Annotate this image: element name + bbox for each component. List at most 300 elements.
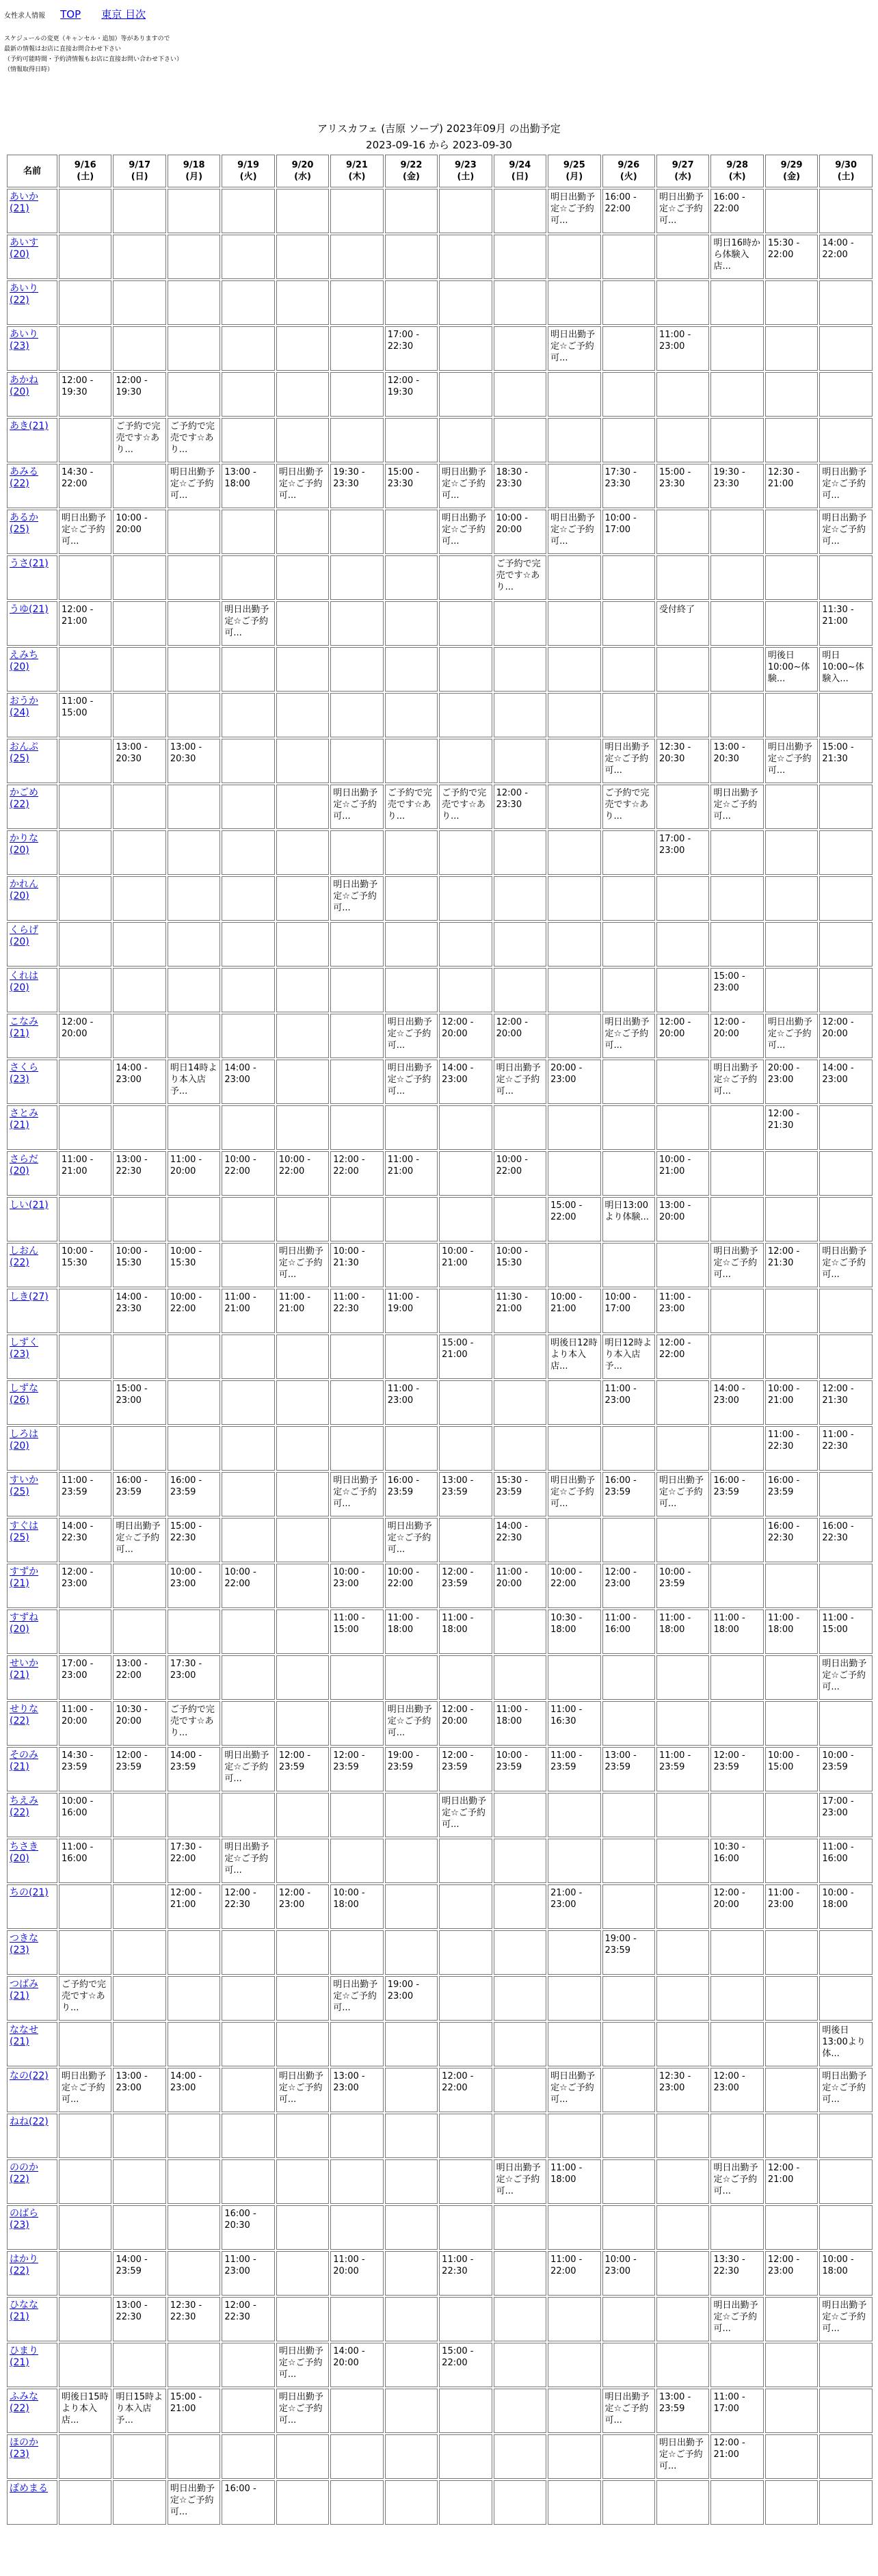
schedule-cell: [222, 693, 274, 737]
girl-name-link[interactable]: うさ(21): [10, 558, 49, 569]
schedule-cell: [168, 1930, 220, 1975]
schedule-cell: [330, 739, 383, 783]
schedule-cell: 16:00 - 23:59: [385, 1472, 438, 1516]
schedule-cell: 17:30 - 23:00: [168, 1655, 220, 1700]
girl-name-cell: [7, 2297, 57, 2341]
girl-name-link[interactable]: くれは(20): [10, 971, 38, 993]
girl-name-cell: [7, 464, 57, 508]
girl-name-link[interactable]: くらげ(20): [10, 925, 38, 947]
girl-name-link[interactable]: しろは(20): [10, 1429, 38, 1451]
schedule-cell: [494, 189, 546, 233]
girl-name-cell: [7, 647, 57, 692]
schedule-cell: 11:00 - 15:00: [330, 1609, 383, 1654]
schedule-cell: [656, 372, 709, 417]
girl-name-cell: [7, 1472, 57, 1516]
schedule-cell: [385, 739, 438, 783]
girl-name-link[interactable]: ののか(22): [10, 2162, 38, 2185]
girl-name-link[interactable]: ちさき(20): [10, 1841, 38, 1864]
schedule-cell: [330, 968, 383, 1012]
schedule-cell: 10:00 - 22:00: [385, 1564, 438, 1608]
schedule-cell: [222, 1243, 274, 1287]
girl-name-link[interactable]: ひなな(21): [10, 2300, 38, 2322]
schedule-cell: [656, 968, 709, 1012]
schedule-cell: 12:00 - 21:00: [710, 2434, 763, 2479]
schedule-cell: [385, 2434, 438, 2479]
schedule-row: [7, 1930, 873, 1975]
schedule-cell: [819, 785, 873, 829]
schedule-cell: [168, 326, 220, 371]
schedule-cell: 19:00 - 23:00: [385, 1976, 438, 2021]
schedule-cell: [113, 1564, 165, 1608]
schedule-row: [7, 1060, 873, 1104]
schedule-cell: 受付終了: [656, 601, 709, 646]
schedule-row: [7, 326, 873, 371]
schedule-cell: [385, 1335, 438, 1379]
schedule-cell: [439, 876, 492, 921]
schedule-cell: [385, 968, 438, 1012]
schedule-cell: 16:00 - 20:30: [222, 2205, 274, 2250]
girl-name-link[interactable]: さとみ(21): [10, 1108, 38, 1131]
schedule-cell: [222, 2343, 274, 2387]
schedule-row: [7, 2480, 873, 2525]
girl-name-link[interactable]: えみち(20): [10, 650, 38, 672]
schedule-cell: [276, 326, 329, 371]
schedule-row: [7, 555, 873, 600]
schedule-cell: 12:00 - 23:59: [330, 1747, 383, 1791]
schedule-cell: [59, 2159, 111, 2204]
girl-name-link[interactable]: かごめ(22): [10, 787, 38, 810]
girl-name-cell: [7, 1518, 57, 1562]
schedule-cell: [656, 693, 709, 737]
schedule-cell: [168, 2159, 220, 2204]
schedule-row: [7, 1564, 873, 1608]
schedule-cell: [494, 968, 546, 1012]
schedule-cell: 11:00 - 23:59: [59, 1472, 111, 1516]
schedule-cell: [330, 2159, 383, 2204]
schedule-row: [7, 1380, 873, 1425]
schedule-cell: [494, 418, 546, 462]
header-weekday: (火): [620, 172, 637, 182]
notice-line: （情報取得日時）: [4, 66, 54, 73]
schedule-cell: [494, 2480, 546, 2525]
girl-name-link[interactable]: なの(22): [10, 2071, 49, 2081]
schedule-cell: [385, 601, 438, 646]
girl-name-link[interactable]: せいか(21): [10, 1658, 38, 1681]
schedule-cell: 12:00 - 23:30: [494, 785, 546, 829]
schedule-cell: [819, 968, 873, 1012]
schedule-cell: [548, 693, 600, 737]
schedule-title-block: [0, 120, 878, 153]
schedule-cell: [656, 1839, 709, 1883]
schedule-cell: [494, 2434, 546, 2479]
girl-name-cell: [7, 510, 57, 554]
schedule-cell: 明日出勤予定☆ご予約可...: [385, 1518, 438, 1562]
schedule-cell: [385, 2205, 438, 2250]
schedule-cell: [59, 2114, 111, 2158]
schedule-cell: 11:00 - 16:00: [819, 1839, 873, 1883]
schedule-cell: [276, 922, 329, 967]
schedule-cell: [819, 326, 873, 371]
girl-name-link[interactable]: すいか(25): [10, 1475, 38, 1497]
schedule-cell: 11:00 - 21:00: [385, 1151, 438, 1196]
schedule-cell: 10:00 - 23:00: [330, 1564, 383, 1608]
girl-name-link[interactable]: おんぷ(25): [10, 741, 38, 764]
girl-name-link[interactable]: ぽめまる: [10, 2483, 48, 2494]
girl-name-link[interactable]: しおん(22): [10, 1246, 38, 1268]
schedule-cell: [439, 1426, 492, 1471]
schedule-cell: [656, 235, 709, 279]
girl-name-link[interactable]: すぐは(25): [10, 1521, 38, 1543]
girl-name-link[interactable]: あるか(25): [10, 512, 38, 535]
schedule-cell: [710, 1793, 763, 1837]
schedule-cell: [385, 2114, 438, 2158]
header-day: [710, 155, 763, 187]
schedule-cell: [765, 2343, 818, 2387]
schedule-cell: [765, 418, 818, 462]
schedule-cell: [439, 1151, 492, 1196]
schedule-cell: [222, 1518, 274, 1562]
girl-name-link[interactable]: ふみな(22): [10, 2391, 38, 2414]
girl-name-link[interactable]: ちの(21): [10, 1887, 49, 1898]
schedule-cell: [494, 1609, 546, 1654]
schedule-cell: [113, 1014, 165, 1058]
schedule-cell: [168, 1197, 220, 1241]
schedule-row: [7, 1151, 873, 1196]
girl-name-link[interactable]: はかり(22): [10, 2254, 38, 2276]
girl-name-link[interactable]: しずく(23): [10, 1337, 38, 1360]
schedule-cell: 15:00 - 21:00: [168, 2389, 220, 2433]
schedule-cell: [113, 1197, 165, 1241]
girl-name-link[interactable]: あいり(22): [10, 283, 38, 306]
schedule-cell: [113, 876, 165, 921]
header-date: 9/23: [454, 160, 477, 170]
header-weekday: (金): [403, 172, 420, 182]
schedule-cell: [439, 1976, 492, 2021]
schedule-cell: [330, 647, 383, 692]
schedule-cell: 16:00 - 22:00: [710, 189, 763, 233]
schedule-cell: 明日16時から体験入店...: [710, 235, 763, 279]
header-weekday: (日): [511, 172, 529, 182]
girl-name-link[interactable]: こなみ(21): [10, 1016, 38, 1039]
schedule-cell: [765, 1701, 818, 1746]
girl-name-link[interactable]: あき(21): [10, 421, 49, 432]
schedule-cell: 13:00 - 20:00: [656, 1197, 709, 1241]
girl-name-link[interactable]: つきな(23): [10, 1933, 38, 1956]
schedule-cell: 10:00 - 21:00: [765, 1380, 818, 1425]
girl-name-cell: [7, 2389, 57, 2433]
schedule-cell: 10:00 - 15:30: [494, 1243, 546, 1287]
schedule-cell: [385, 510, 438, 554]
schedule-cell: [59, 1197, 111, 1241]
girl-name-cell: [7, 2251, 57, 2296]
schedule-row: [7, 2343, 873, 2387]
schedule-cell: 17:00 - 22:30: [385, 326, 438, 371]
schedule-cell: 11:00 - 18:00: [548, 2159, 600, 2204]
schedule-cell: [222, 2159, 274, 2204]
schedule-cell: [602, 1243, 655, 1287]
schedule-cell: [168, 1426, 220, 1471]
schedule-cell: [276, 1426, 329, 1471]
schedule-cell: 11:00 - 20:00: [330, 2251, 383, 2296]
schedule-cell: 14:00 - 22:30: [59, 1518, 111, 1562]
schedule-cell: 12:00 - 23:00: [765, 2251, 818, 2296]
header-day: [819, 155, 873, 187]
schedule-cell: [330, 2205, 383, 2250]
schedule-cell: [276, 1655, 329, 1700]
schedule-cell: 12:00 - 20:00: [710, 1014, 763, 1058]
schedule-cell: [710, 418, 763, 462]
girl-name-link[interactable]: おうか(24): [10, 696, 38, 718]
schedule-cell: 12:30 - 22:30: [168, 2297, 220, 2341]
schedule-cell: [59, 2343, 111, 2387]
schedule-cell: 明日出勤予定☆ご予約可...: [656, 189, 709, 233]
schedule-cell: 14:00 - 23:00: [439, 1060, 492, 1104]
schedule-cell: 12:00 - 20:00: [710, 1884, 763, 1929]
schedule-cell: [168, 372, 220, 417]
schedule-cell: [819, 418, 873, 462]
schedule-table-container: [5, 153, 874, 2526]
schedule-cell: [168, 2251, 220, 2296]
schedule-cell: [385, 647, 438, 692]
schedule-cell: [385, 2343, 438, 2387]
schedule-cell: 11:00 - 23:00: [656, 326, 709, 371]
schedule-cell: [330, 2022, 383, 2066]
schedule-cell: [494, 830, 546, 875]
schedule-cell: [710, 1105, 763, 1150]
schedule-cell: [439, 647, 492, 692]
schedule-cell: [765, 1655, 818, 1700]
schedule-cell: [276, 1793, 329, 1837]
schedule-cell: 明日出勤予定☆ご予約可...: [819, 1655, 873, 1700]
schedule-cell: 明日出勤予定☆ご予約可...: [819, 2297, 873, 2341]
schedule-cell: [819, 555, 873, 600]
schedule-cell: [819, 2434, 873, 2479]
girl-name-cell: [7, 1839, 57, 1883]
schedule-cell: [710, 1930, 763, 1975]
schedule-cell: [765, 189, 818, 233]
schedule-cell: [385, 235, 438, 279]
schedule-cell: [59, 1105, 111, 1150]
girl-name-link[interactable]: すずね(20): [10, 1612, 39, 1635]
girl-name-cell: [7, 2434, 57, 2479]
schedule-cell: [330, 2389, 383, 2433]
schedule-cell: [330, 1518, 383, 1562]
girl-name-link[interactable]: せりな(22): [10, 1704, 38, 1726]
girl-name-link[interactable]: かれん(20): [10, 879, 38, 902]
header-day: [548, 155, 600, 187]
girl-name-cell: [7, 1426, 57, 1471]
schedule-cell: 明日出勤予定☆ご予約可...: [439, 510, 492, 554]
schedule-cell: ご予約で完売です☆あり...: [113, 418, 165, 462]
schedule-cell: 12:00 - 21:30: [765, 1243, 818, 1287]
schedule-cell: [276, 235, 329, 279]
schedule-cell: [276, 2205, 329, 2250]
schedule-cell: [494, 876, 546, 921]
schedule-cell: [168, 2434, 220, 2479]
schedule-cell: 10:00 - 18:00: [330, 1884, 383, 1929]
schedule-cell: [765, 326, 818, 371]
girl-name-link[interactable]: しずな(26): [10, 1383, 38, 1406]
girl-name-link[interactable]: ななせ(21): [10, 2025, 38, 2047]
girl-name-link[interactable]: さくら(23): [10, 1062, 38, 1085]
header-date: 9/19: [237, 160, 260, 170]
schedule-cell: [494, 1655, 546, 1700]
schedule-cell: [330, 326, 383, 371]
schedule-cell: 13:00 - 23:00: [113, 2068, 165, 2112]
schedule-cell: [222, 1197, 274, 1241]
schedule-cell: [439, 189, 492, 233]
girl-name-link[interactable]: すずか(21): [10, 1566, 39, 1589]
schedule-cell: [602, 1793, 655, 1837]
schedule-cell: [494, 1839, 546, 1883]
girl-name-link[interactable]: ちえみ(22): [10, 1796, 38, 1818]
schedule-cell: [385, 280, 438, 325]
schedule-row: [7, 2159, 873, 2204]
header-day: [168, 155, 220, 187]
girl-name-link[interactable]: そのみ(21): [10, 1750, 38, 1772]
schedule-cell: 14:00 - 23:00: [168, 2068, 220, 2112]
schedule-cell: [656, 1701, 709, 1746]
schedule-cell: 明日出勤予定☆ご予約可...: [330, 876, 383, 921]
header-day: [113, 155, 165, 187]
girl-name-link[interactable]: あみる(22): [10, 466, 38, 489]
girl-name-cell: [7, 280, 57, 325]
schedule-cell: [602, 418, 655, 462]
girl-name-link[interactable]: つばみ(21): [10, 1979, 38, 2001]
schedule-cell: [113, 1839, 165, 1883]
schedule-cell: 12:00 - 22:30: [222, 2297, 274, 2341]
girl-name-link[interactable]: あいか(21): [10, 192, 38, 214]
schedule-cell: [602, 1655, 655, 1700]
schedule-cell: 11:00 - 19:00: [385, 1289, 438, 1333]
schedule-cell: [548, 1243, 600, 1287]
schedule-cell: [439, 739, 492, 783]
schedule-row: [7, 2022, 873, 2066]
schedule-cell: [168, 693, 220, 737]
schedule-cell: [113, 647, 165, 692]
nav-link-tokyo-index[interactable]: 東京 目次: [101, 8, 146, 21]
schedule-cell: [168, 1976, 220, 2021]
schedule-cell: 10:00 - 23:59: [656, 1564, 709, 1608]
schedule-row: [7, 1335, 873, 1379]
schedule-cell: [656, 2205, 709, 2250]
schedule-cell: [330, 418, 383, 462]
schedule-cell: [276, 510, 329, 554]
girl-name-cell: [7, 739, 57, 783]
girl-name-link[interactable]: あかね(20): [10, 375, 38, 397]
girl-name-link[interactable]: さらだ(20): [10, 1154, 38, 1177]
schedule-cell: 15:00 - 23:00: [710, 968, 763, 1012]
schedule-cell: [710, 372, 763, 417]
girl-name-cell: [7, 785, 57, 829]
schedule-cell: [276, 1197, 329, 1241]
schedule-cell: [385, 1655, 438, 1700]
schedule-cell: [710, 2114, 763, 2158]
girl-name-link[interactable]: のばら(23): [10, 2208, 38, 2231]
schedule-cell: [439, 1839, 492, 1883]
schedule-cell: [439, 280, 492, 325]
schedule-cell: [113, 2114, 165, 2158]
schedule-cell: [113, 1930, 165, 1975]
schedule-cell: [59, 739, 111, 783]
girl-name-link[interactable]: うゆ(21): [10, 604, 49, 615]
girl-name-cell: [7, 235, 57, 279]
schedule-cell: [439, 1380, 492, 1425]
girl-name-link[interactable]: あいり(23): [10, 329, 38, 352]
schedule-cell: [765, 2389, 818, 2433]
schedule-cell: [548, 372, 600, 417]
girl-name-cell: [7, 1243, 57, 1287]
schedule-cell: [113, 2159, 165, 2204]
schedule-cell: [113, 922, 165, 967]
schedule-cell: [222, 1472, 274, 1516]
girl-name-cell: [7, 601, 57, 646]
schedule-cell: [656, 2251, 709, 2296]
schedule-row: [7, 189, 873, 233]
girl-name-cell: [7, 1014, 57, 1058]
schedule-cell: [710, 1197, 763, 1241]
schedule-cell: [439, 1930, 492, 1975]
schedule-cell: [656, 1060, 709, 1104]
schedule-cell: [222, 647, 274, 692]
schedule-cell: [656, 1243, 709, 1287]
schedule-row: [7, 601, 873, 646]
header-day: [276, 155, 329, 187]
girl-name-link[interactable]: しき(27): [10, 1291, 49, 1302]
schedule-cell: [494, 2389, 546, 2433]
schedule-cell: [710, 1564, 763, 1608]
nav-link-top[interactable]: TOP: [60, 8, 81, 21]
schedule-cell: 15:00 - 23:30: [385, 464, 438, 508]
schedule-cell: [222, 785, 274, 829]
schedule-cell: 明日出勤予定☆ご予約可...: [710, 2159, 763, 2204]
schedule-cell: [494, 326, 546, 371]
schedule-cell: [385, 2389, 438, 2433]
schedule-cell: [602, 1060, 655, 1104]
girl-name-link[interactable]: ひまり(21): [10, 2345, 38, 2368]
schedule-cell: [494, 647, 546, 692]
girl-name-link[interactable]: かりな(20): [10, 833, 38, 856]
schedule-cell: [113, 1609, 165, 1654]
girl-name-link[interactable]: あいす(20): [10, 237, 38, 260]
schedule-cell: [330, 1930, 383, 1975]
schedule-cell: [59, 830, 111, 875]
girl-name-link[interactable]: ねね(22): [10, 2116, 49, 2127]
notice-line: （予約可能時間・予約済情報もお店に直接お問い合わせ下さい）: [4, 56, 183, 63]
schedule-cell: 13:00 - 20:30: [710, 739, 763, 783]
schedule-cell: [222, 1426, 274, 1471]
girl-name-cell: [7, 1655, 57, 1700]
schedule-row: [7, 2205, 873, 2250]
schedule-cell: 明日出勤予定☆ご予約可...: [330, 1976, 383, 2021]
schedule-cell: [494, 1884, 546, 1929]
schedule-row: [7, 372, 873, 417]
schedule-cell: [276, 1518, 329, 1562]
schedule-cell: 17:30 - 22:00: [168, 1839, 220, 1883]
schedule-cell: [330, 1839, 383, 1883]
girl-name-link[interactable]: しい(21): [10, 1200, 49, 1211]
schedule-cell: [765, 2205, 818, 2250]
schedule-cell: [819, 2114, 873, 2158]
schedule-cell: [439, 1655, 492, 1700]
schedule-cell: 11:00 - 23:00: [765, 1884, 818, 1929]
girl-name-link[interactable]: ほのか(23): [10, 2437, 38, 2460]
girl-name-cell: [7, 1747, 57, 1791]
girl-name-cell: [7, 1884, 57, 1929]
schedule-cell: [385, 1930, 438, 1975]
schedule-cell: 明日出勤予定☆ご予約可...: [710, 785, 763, 829]
schedule-cell: [548, 2205, 600, 2250]
